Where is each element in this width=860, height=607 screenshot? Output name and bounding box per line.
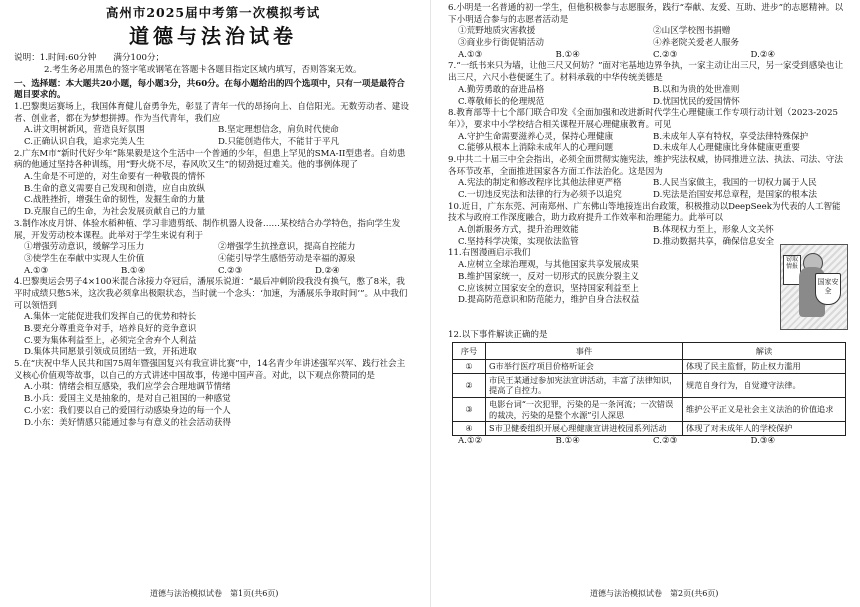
table-header-row (453, 343, 846, 360)
row-number: ② (453, 373, 486, 397)
option: ③商业步行街促销活动 (458, 38, 544, 49)
row-reading: 体现了民主监督，防止权力滥用 (683, 360, 846, 374)
question-11 (448, 248, 848, 330)
option: D.未成年人心理健康比身体健康更重要 (653, 143, 800, 154)
option: C.要为集体利益至上，必须完全舍弃个人利益 (24, 335, 197, 346)
row-reading: 体现了对未成年人的学校保护 (683, 422, 846, 436)
question (448, 155, 848, 202)
answer-choices (448, 50, 848, 62)
option: A.集体一定能促进我们发挥自己的优势和特长 (24, 312, 197, 323)
option: C.小宏：我们要以自己的爱国行动感染身边的每一个人 (24, 405, 231, 416)
page-footer-left: 道德与法治模拟试卷 第1页(共6页) (150, 589, 279, 598)
option: B.未成年人享有特权，享受法律特殊保护 (653, 131, 809, 142)
option: ②山区学校图书捐赠 (653, 26, 731, 37)
comic-shield: 国家安全 (815, 273, 841, 305)
question-stem: 12.以下事件解读正确的是 (448, 330, 548, 341)
option: ④养老院关爱老人服务 (653, 38, 739, 49)
option: B.生命的意义需要自己发现和创造，应自由放纵 (24, 183, 205, 194)
note-line: 2.考生务必用黑色的签字笔或钢笔在答题卡各题目指定区域内填写，否则答案无效。 (44, 64, 362, 75)
row-reading: 规范自身行为，自觉遵守法律。 (683, 373, 846, 397)
option: D.提高防范意识和防范能力，维护自身合法权益 (458, 295, 640, 306)
option-grid (14, 242, 412, 265)
column-header: 序号 (453, 343, 486, 360)
option: B.维护国家统一，反对一切形式的民族分裂主义 (458, 271, 639, 282)
option: D.克服自己的生命，为社会发展贡献自己的力量 (24, 207, 206, 218)
option: C.能够从根本上消除未成年人的心理问题 (458, 143, 614, 154)
answer-choice: C.②③ (653, 49, 678, 60)
answer-choices (448, 436, 848, 448)
question-stem: 11.右图漫画启示我们 (448, 248, 531, 259)
table-row (453, 360, 846, 374)
option: D.小东：美好情感只能通过参与有意义的社会活动获得 (24, 417, 231, 428)
option: A.应树立全球治理观，与其他国家共享发展成果 (458, 260, 639, 271)
answer-choice: D.②④ (750, 49, 776, 60)
option: C.应该树立国家安全的意识，坚持国家利益至上 (458, 283, 639, 294)
option: A.生命是不可逆的，对生命要有一种敬畏的情怀 (24, 172, 205, 183)
answer-choice: B.①④ (555, 436, 580, 447)
page-2 (448, 0, 848, 448)
option: A.创新服务方式，提升治理效能 (458, 225, 579, 236)
option-grid (448, 132, 848, 155)
option: B.以和为贵的处世准则 (653, 84, 740, 95)
question (14, 359, 412, 429)
row-event: 电影台词“一次犯罪，污染的是一条河流；一次错误的裁决，污染的是整个水源”引人深思 (486, 398, 683, 422)
question-stem: 9.中共二十届三中全会指出，必须全面贯彻实施宪法，维护宪法权威，协同推进立法、执法、司法、守法各环节改革，全面推进国家各方面工作法治化。这是因为 (448, 154, 843, 177)
option: B.要充分尊重竞争对手，培养良好的竞争意识 (24, 324, 197, 334)
comic-caption: 窃取情报 (783, 255, 801, 285)
option-grid (14, 125, 412, 148)
option: C.一切违反宪法和法律的行为必须予以追究 (458, 190, 622, 200)
option: A.小琪：情绪会相互感染，我们应学会合理地调节情绪 (24, 382, 231, 393)
question-stem: 1.巴黎奥运赛场上，我国体育健儿奋勇争先，彰显了青年一代的昂扬向上、自信阳光。无数劳动者、建设者、创业者，都在为梦想拼搏。作为当代青年，我们应 (14, 101, 409, 124)
table-row (453, 373, 846, 397)
question (14, 149, 412, 219)
answer-choice: C.②③ (653, 436, 678, 447)
events-table (452, 342, 846, 436)
option: C.战胜挫折，增强生命的韧性，发掘生命的力量 (24, 195, 205, 206)
column-header: 事件 (486, 343, 683, 360)
option: ③使学生在奉献中实现人生价值 (24, 253, 145, 264)
row-number: ④ (453, 422, 486, 436)
option: D.忧国忧民的爱国情怀 (653, 96, 740, 107)
page-divider (430, 0, 431, 607)
answer-choice: B.①④ (121, 265, 146, 276)
comic-image (780, 244, 848, 330)
answer-choice: A.①③ (24, 265, 49, 276)
table-row (453, 398, 846, 422)
option: B.坚定理想信念，肩负时代使命 (218, 125, 339, 136)
row-event: 市民王某通过参加宪法宣讲活动，丰富了法律知识，提高了自控力。 (486, 373, 683, 397)
question (14, 277, 412, 359)
option: ④能引导学生感悟劳动是幸福的源泉 (218, 253, 356, 264)
row-reading: 维护公平正义是社会主义法治的价值追求 (683, 398, 846, 422)
exam-title: 高州市2025届中考第一次模拟考试 (105, 5, 321, 20)
option: A.守护生命需要滋养心灵，保持心理健康 (458, 131, 614, 142)
question-stem: 6.小明是一名普通的初一学生，但他积极参与志愿服务，践行“奉献、友爱、互助、进步”的志愿精神。以下小明适合参与的志愿者活动是 (448, 3, 844, 25)
table-row (453, 422, 846, 436)
option: D.宪法是治国安邦总章程，是国家的根本法 (653, 190, 818, 200)
option: B.体现权力至上，形象人文关怀 (653, 225, 774, 236)
question-stem: 2.广东M市“新时代好少年”陈果毅是这个生活中一个普通的少年，但患上罕见的SMA-II型患者。自幼患病的他通过坚持各种训练，用“野火烧不尽，春风吹又生”的韧劲挺过难关。他的事例体现了 (14, 148, 406, 171)
question (448, 3, 848, 61)
section-heading: 一、选择题：本大题共20小题，每小题3分，共60分。在每小题给出的四个选项中，只有一项是最符合题目要求的。 (14, 78, 405, 101)
question-stem: 3.制作冰皮月饼、体验水稻种植、学习非遗剪纸、制作机器人设备……某校结合办学特色，指向学生发展，开发劳动校本课程。此举对于学生来说有利于 (14, 218, 401, 241)
answer-choices (14, 266, 412, 278)
option: C.坚持科学决策，实现依法监管 (458, 236, 579, 247)
question-stem: 4.巴黎奥运会男子4×100米混合泳接力夺冠后，潘展乐说道：“最后冲刺阶段我没有换气，憋了8米，我平时成绩只憋5米，这次我必须拿出极限状态，当时就一个念头：‘加速，为潘展乐争取时间’”。从中我们可以领悟到 (14, 277, 408, 311)
option: B.人民当家做主，我国的一切权力属于人民 (653, 178, 817, 189)
question-list (14, 102, 412, 429)
question-stem: 8.教育部等十七个部门联合印发《全面加强和改进新时代学生心理健康工作专项行动计划（2023-2025年）》，要求中小学校结合相关课程开展心理健康教育。可见 (448, 108, 839, 130)
option: A.宪法的制定和修改程序比其他法律更严格 (458, 178, 622, 189)
column-header: 解读 (683, 343, 846, 360)
subject-title: 道德与法治试卷 (129, 24, 297, 48)
question-list (448, 3, 848, 248)
option: A.讲文明树新风，营造良好氛围 (24, 125, 145, 136)
row-event: S市卫健委组织开展心理健康宣讲进校园系列活动 (486, 422, 683, 436)
answer-choice: A.①② (458, 436, 483, 447)
option: C.正确认识自我，追求完美人生 (24, 137, 145, 147)
note-line: 说明：1.时间:60分钟 满分100分； (14, 53, 165, 64)
question (448, 108, 848, 155)
option-grid (448, 85, 848, 108)
page-1 (14, 0, 412, 429)
option: ②增强学生抗挫意识，提高自控能力 (218, 242, 356, 253)
option: ①增强劳动意识，缓解学习压力 (24, 242, 145, 253)
option: D.只能创造伟大，不能甘于平凡 (218, 137, 340, 147)
answer-choice: B.①④ (555, 49, 580, 60)
option: C.尊敬师长的伦理规范 (458, 96, 545, 107)
question (448, 202, 848, 249)
question-stem: 5.在“庆祝中华人民共和国75周年暨强国复兴有我宣讲比赛”中，14名青少年讲述强军兴军、践行社会主义核心价值观等故事，以自己的方式讲述中国故事，传递中国声音。对此，以下观点你赞同的是 (14, 359, 406, 381)
option: B.小兵：爱国主义是抽象的，是对自己祖国的一种感觉 (24, 394, 231, 405)
option-grid (448, 178, 848, 201)
answer-choice: D.②④ (315, 265, 340, 276)
option: D.集体共同愿景引领成员团结一致，开拓进取 (24, 347, 197, 358)
answer-choice: A.①③ (458, 49, 483, 60)
answer-choice: D.③④ (750, 436, 776, 447)
question (448, 61, 848, 108)
question (14, 102, 412, 149)
row-number: ① (453, 360, 486, 374)
row-event: G市举行医疗项目价格听证会 (486, 360, 683, 374)
answer-choice: C.②③ (218, 265, 243, 276)
question-stem: 7.“一纸书来只为墙，让他三尺又何妨？”面对宅基地边界争执，一家主动让出三尺，另一家受到感染也让出三尺，六尺小巷便诞生了。材料承载的中华传统美德是 (448, 61, 844, 84)
option: D.推动数据共享，确保信息安全 (653, 236, 775, 247)
option: ①荒野地质灾害救援 (458, 26, 536, 37)
question (14, 219, 412, 277)
row-number: ③ (453, 398, 486, 422)
question-stem: 10.近日，广东东莞、河南郑州、广东佛山等地接连出台政策，积极推动以DeepSeek为代表的人工智能技术与政府工作深度融合，助力政府提升工作效率和治理能力。此举可以 (448, 201, 841, 224)
option: A.勤劳勇敢的奋进品格 (458, 84, 545, 95)
page-footer-right: 道德与法治模拟试卷 第2页(共6页) (590, 589, 719, 598)
option-grid (448, 26, 848, 49)
